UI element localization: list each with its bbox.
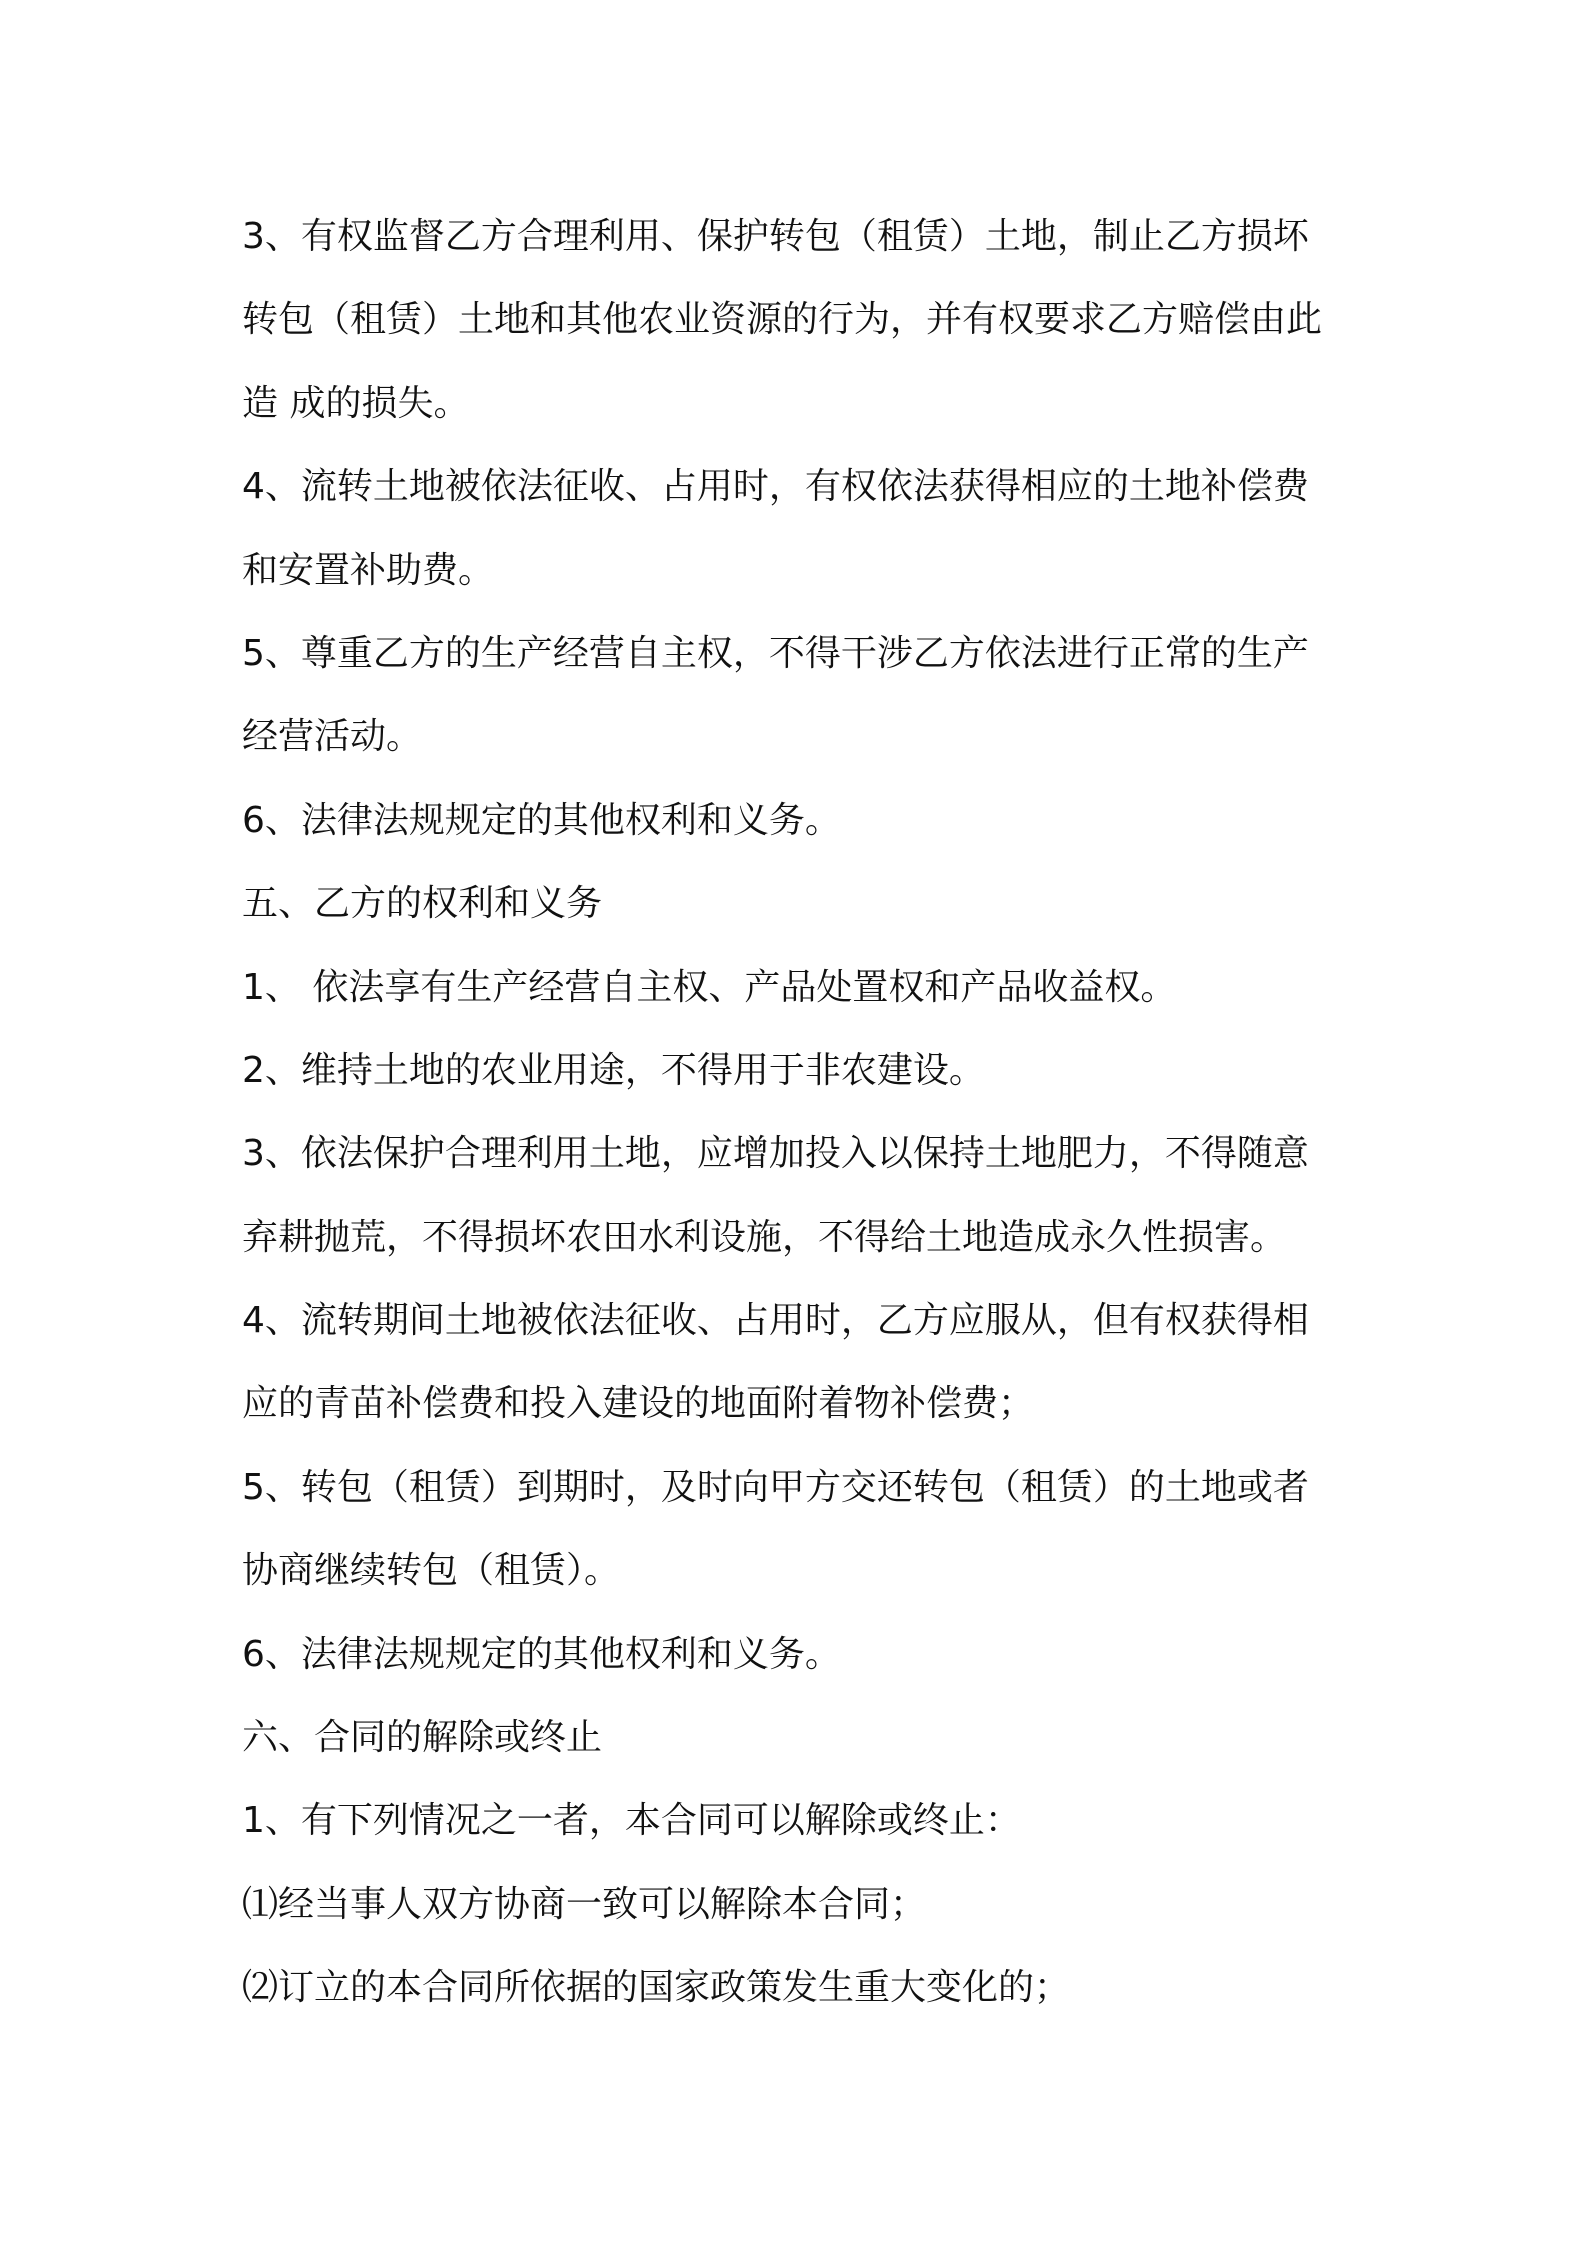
document-body [242,195,1362,2030]
text-line: 转包（租赁）土地和其他农业资源的行为，并有权要求乙方赔偿由此 [242,299,1323,341]
section-heading: 六、合同的解除或终止 [242,1717,603,1759]
text-line: 2、维持土地的农业用途，不得用于非农建设。 [242,1049,985,1091]
text-line: ⑴经当事人双方协商一致可以解除本合同； [242,1883,927,1925]
text-line: 弃耕抛荒，不得损坏农田水利设施，不得给土地造成永久性损害。 [242,1216,1287,1258]
text-line: 6、法律法规规定的其他权利和义务。 [242,1633,841,1675]
section-heading: 五、乙方的权利和义务 [242,883,603,925]
text-line: 5、尊重乙方的生产经营自主权，不得干涉乙方依法进行正常的生产 [242,632,1309,674]
text-line: 和安置补助费。 [242,549,495,591]
text-line: 经营活动。 [242,716,423,758]
text-line: 造 成的损失。 [242,382,470,424]
text-line: ⑵订立的本合同所依据的国家政策发生重大变化的； [242,1967,1071,2009]
text-line: 应的青苗补偿费和投入建设的地面附着物补偿费； [242,1383,1035,1425]
text-line: 5、转包（租赁）到期时，及时向甲方交还转包（租赁）的土地或者 [242,1466,1309,1508]
text-line: 4、流转土地被依法征收、占用时，有权依法获得相应的土地补偿费 [242,466,1309,508]
text-line: 4、流转期间土地被依法征收、占用时，乙方应服从，但有权获得相 [242,1300,1309,1342]
text-line: 协商继续转包（租赁）。 [242,1550,621,1592]
text-line: 3、依法保护合理利用土地，应增加投入以保持土地肥力，不得随意 [242,1133,1309,1175]
text-line: 1、有下列情况之一者，本合同可以解除或终止： [242,1800,1021,1842]
text-line: 1、 依法享有生产经营自主权、产品处置权和产品收益权。 [242,966,1177,1008]
text-line: 3、有权监督乙方合理利用、保护转包（租赁）土地，制止乙方损坏 [242,216,1309,257]
text-line: 6、法律法规规定的其他权利和义务。 [242,799,841,841]
